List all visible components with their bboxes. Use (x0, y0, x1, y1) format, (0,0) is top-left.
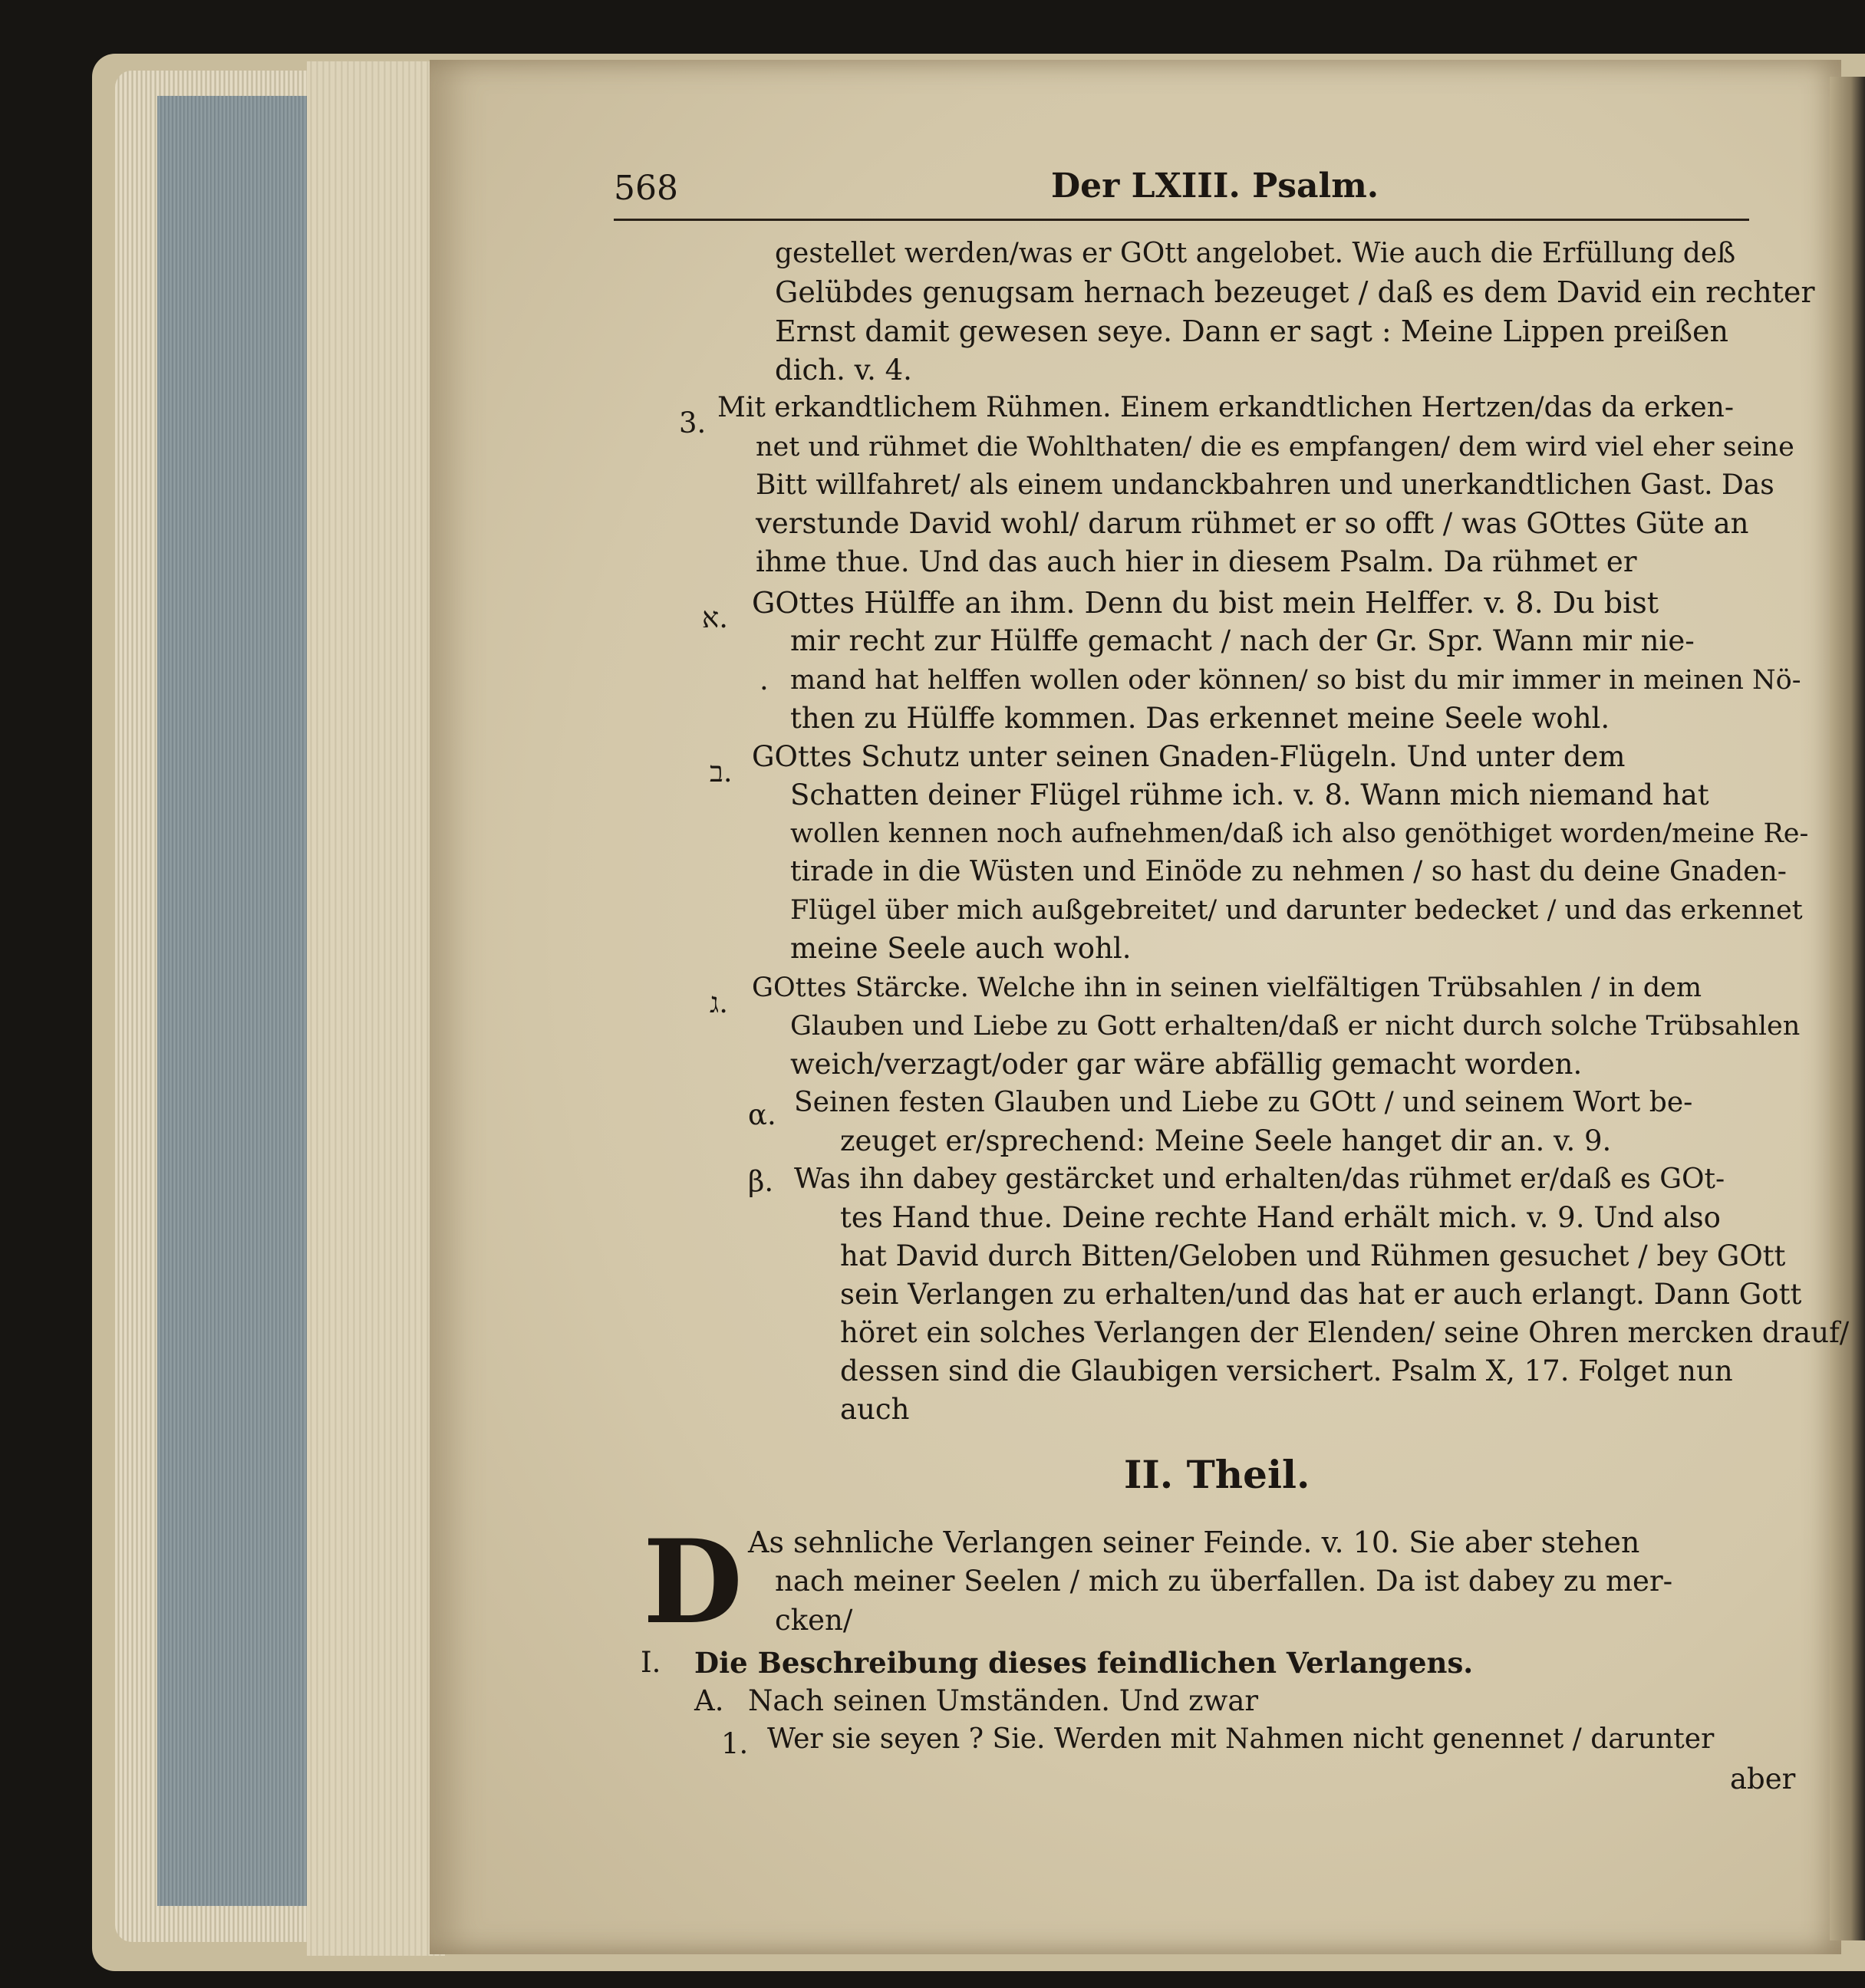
text-line: Die Beschreibung dieses feindlichen Verlangens. (694, 1646, 1474, 1680)
list-marker: A. (694, 1684, 724, 1717)
list-marker: ג. (710, 986, 728, 1019)
text-line: mir recht zur Hülffe gemacht / nach der Gr. Spr. Wann mir nie- (790, 624, 1695, 657)
section-heading: II. Theil. (1124, 1452, 1310, 1497)
list-marker: א. (702, 601, 728, 634)
text-line: Gelübdes genugsam hernach bezeuget / daß es dem David ein rechter (775, 275, 1815, 309)
text-line: Mit erkandtlichem Rühmen. Einem erkandtlichen Hertzen/das da erken- (717, 392, 1735, 423)
running-title: Der LXIII. Psalm. (1051, 166, 1379, 206)
text-line: mand hat helffen wollen oder können/ so bist du mir immer in meinen Nö- (790, 665, 1801, 696)
text-line: As sehnliche Verlangen seiner Feinde. v. 10. Sie aber stehen (748, 1526, 1640, 1559)
text-line: tes Hand thue. Deine rechte Hand erhält mich. v. 9. Und also (840, 1201, 1721, 1234)
text-line: weich/verzagt/oder gar wäre abfällig gemacht worden. (790, 1048, 1583, 1081)
list-marker: . (760, 663, 769, 696)
text-line: Ernst damit gewesen seye. Dann er sagt : Meine Lippen preißen (775, 314, 1728, 348)
text-line: net und rühmet die Wohlthaten/ die es empfangen/ dem wird viel eher seine (756, 432, 1794, 462)
text-line: Flügel über mich außgebreitet/ und darunter bedecket / und das erkennet (790, 895, 1803, 926)
text-line: Wer sie seyen ? Sie. Werden mit Nahmen nicht genennet / darunter (767, 1723, 1715, 1755)
header-rule (614, 219, 1749, 221)
text-line: GOttes Hülffe an ihm. Denn du bist mein Helffer. v. 8. Du bist (752, 586, 1659, 620)
text-line: zeuget er/sprechend: Meine Seele hanget dir an. v. 9. (840, 1124, 1612, 1157)
text-line: Nach seinen Umständen. Und zwar (748, 1684, 1259, 1717)
text-line: höret ein solches Verlangen der Elenden/ seine Ohren mercken drauf/ (840, 1316, 1850, 1349)
list-marker: ב. (710, 755, 733, 788)
text-line: tirade in die Wüsten und Einöde zu nehmen / so hast du deine Gnaden- (790, 856, 1787, 887)
text-line: cken/ (775, 1604, 853, 1637)
text-line: Glauben und Liebe zu Gott erhalten/daß er nicht durch solche Trübsahlen (790, 1011, 1801, 1042)
text-line: hat David durch Bitten/Geloben und Rühmen gesuchet / bey GOtt (840, 1239, 1786, 1272)
text-line: then zu Hülffe kommen. Das erkennet meine Seele wohl. (790, 702, 1610, 735)
text-line: GOttes Stärcke. Welche ihn in seinen vielfältigen Trübsahlen / in dem (752, 973, 1702, 1003)
text-line: meine Seele auch wohl. (790, 932, 1132, 965)
list-marker: 3. (679, 406, 707, 439)
text-line: GOttes Schutz unter seinen Gnaden-Flügeln. Und unter dem (752, 740, 1626, 773)
text-line: Was ihn dabey gestärcket und erhalten/das rühmet er/daß es GOt- (794, 1164, 1725, 1195)
gutter-shadow (1830, 77, 1865, 1940)
text-line: Schatten deiner Flügel rühme ich. v. 8. Wann mich niemand hat (790, 778, 1709, 811)
text-line: ihme thue. Und das auch hier in diesem Psalm. Da rühmet er (756, 545, 1637, 578)
text-line: gestellet werden/was er GOtt angelobet. Wie auch die Erfüllung deß (775, 238, 1736, 269)
list-marker: β. (748, 1165, 774, 1198)
text-line: wollen kennen noch aufnehmen/daß ich also genöthiget worden/meine Re- (790, 818, 1809, 849)
text-line: sein Verlangen zu erhalten/und das hat er auch erlangt. Dann Gott (840, 1278, 1802, 1311)
text-line: nach meiner Seelen / mich zu überfallen. Da ist dabey zu mer- (775, 1565, 1673, 1598)
page-leaves (307, 61, 445, 1956)
text-line: aber (1730, 1763, 1796, 1795)
page-edges-colored (157, 96, 311, 1906)
text-line: Bitt willfahret/ als einem undanckbahren und unerkandtlichen Gast. Das (756, 469, 1774, 501)
list-marker: α. (748, 1098, 776, 1131)
text-line: verstunde David wohl/ darum rühmet er so offt / was GOttes Güte an (756, 507, 1749, 540)
list-marker: 1. (721, 1727, 749, 1760)
text-line: Seinen festen Glauben und Liebe zu GOtt / und seinem Wort be- (794, 1087, 1693, 1118)
text-line: dich. v. 4. (775, 354, 912, 387)
drop-cap: D (643, 1515, 743, 1650)
page-number: 568 (614, 169, 678, 208)
text-line: dessen sind die Glaubigen versichert. Psalm X, 17. Folget nun (840, 1354, 1733, 1387)
list-marker: I. (641, 1646, 661, 1679)
text-line: auch (840, 1393, 910, 1426)
